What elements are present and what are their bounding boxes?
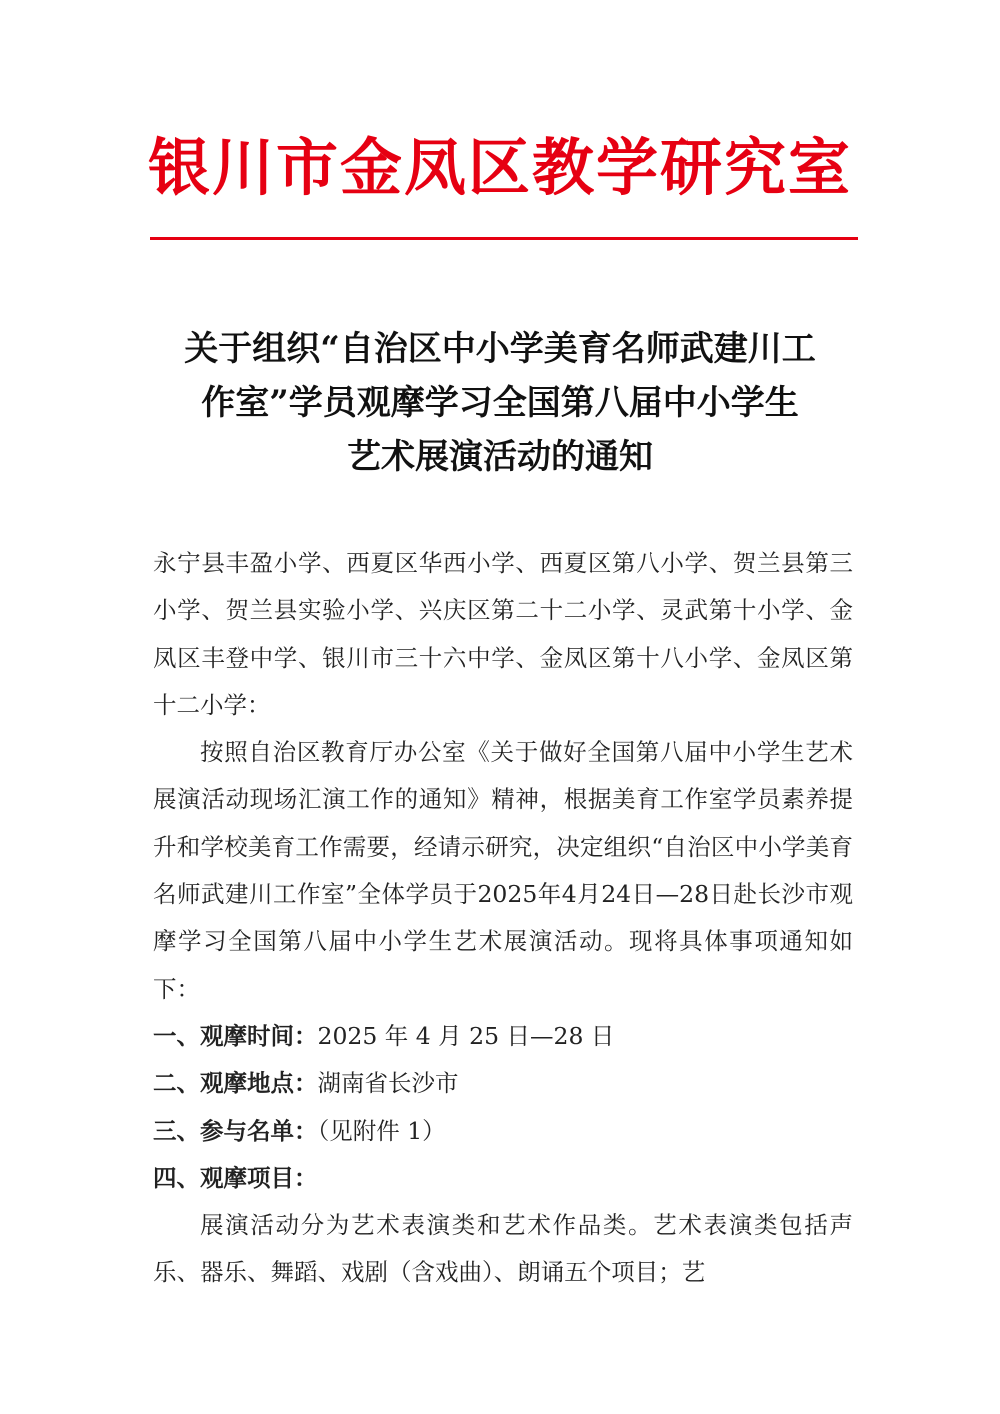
letterhead-title: 银川市金凤区教学研究室 — [147, 131, 852, 204]
item-label: 四、观摩项目： — [153, 1163, 318, 1192]
item-time — [153, 1013, 853, 1060]
notice-body — [153, 540, 853, 1297]
item-value: （见附件 1） — [317, 1116, 446, 1145]
letterhead-divider — [150, 237, 858, 240]
item-value: 湖南省长沙市 — [317, 1069, 459, 1098]
item-label: 二、观摩地点： — [153, 1069, 318, 1098]
notice-title-line: 作室”学员观摩学习全国第八届中小学生 — [201, 383, 799, 423]
recipients-paragraph: 永宁县丰盈小学、西夏区华西小学、西夏区第八小学、贺兰县第三小学、贺兰县实验小学、兴庆区第二十二小学、灵武第十小学、金凤区丰登中学、银川市三十六中学、金凤区第十八小学、金凤区第十二小学： — [153, 549, 853, 719]
notice-title-line: 艺术展演活动的通知 — [347, 437, 653, 477]
projects-paragraph: 展演活动分为艺术表演类和艺术作品类。艺术表演类包括声乐、器乐、舞蹈、戏剧（含戏曲）、朗诵五个项目；艺 — [153, 1211, 853, 1287]
item-location — [153, 1060, 853, 1107]
item-label: 三、参与名单： — [153, 1116, 318, 1145]
item-label: 一、观摩时间： — [153, 1021, 318, 1050]
item-participants — [153, 1108, 853, 1155]
intro-paragraph: 按照自治区教育厅办公室《关于做好全国第八届中小学生艺术展演活动现场汇演工作的通知》精神，根据美育工作室学员素养提升和学校美育工作需要，经请示研究，决定组织“自治区中小学美育名师武建川工作室”全体学员于2025年4月24日—28日赴长沙市观摩学习全国第八届中小学生艺术展演活动。现将具体事项通知如下： — [153, 738, 853, 1003]
notice-title-line: 关于组织“自治区中小学美育名师武建川工 — [184, 329, 816, 369]
item-projects — [153, 1155, 853, 1202]
item-value: 2025 年 4 月 25 日—28 日 — [317, 1021, 615, 1050]
notice-title — [140, 322, 860, 484]
